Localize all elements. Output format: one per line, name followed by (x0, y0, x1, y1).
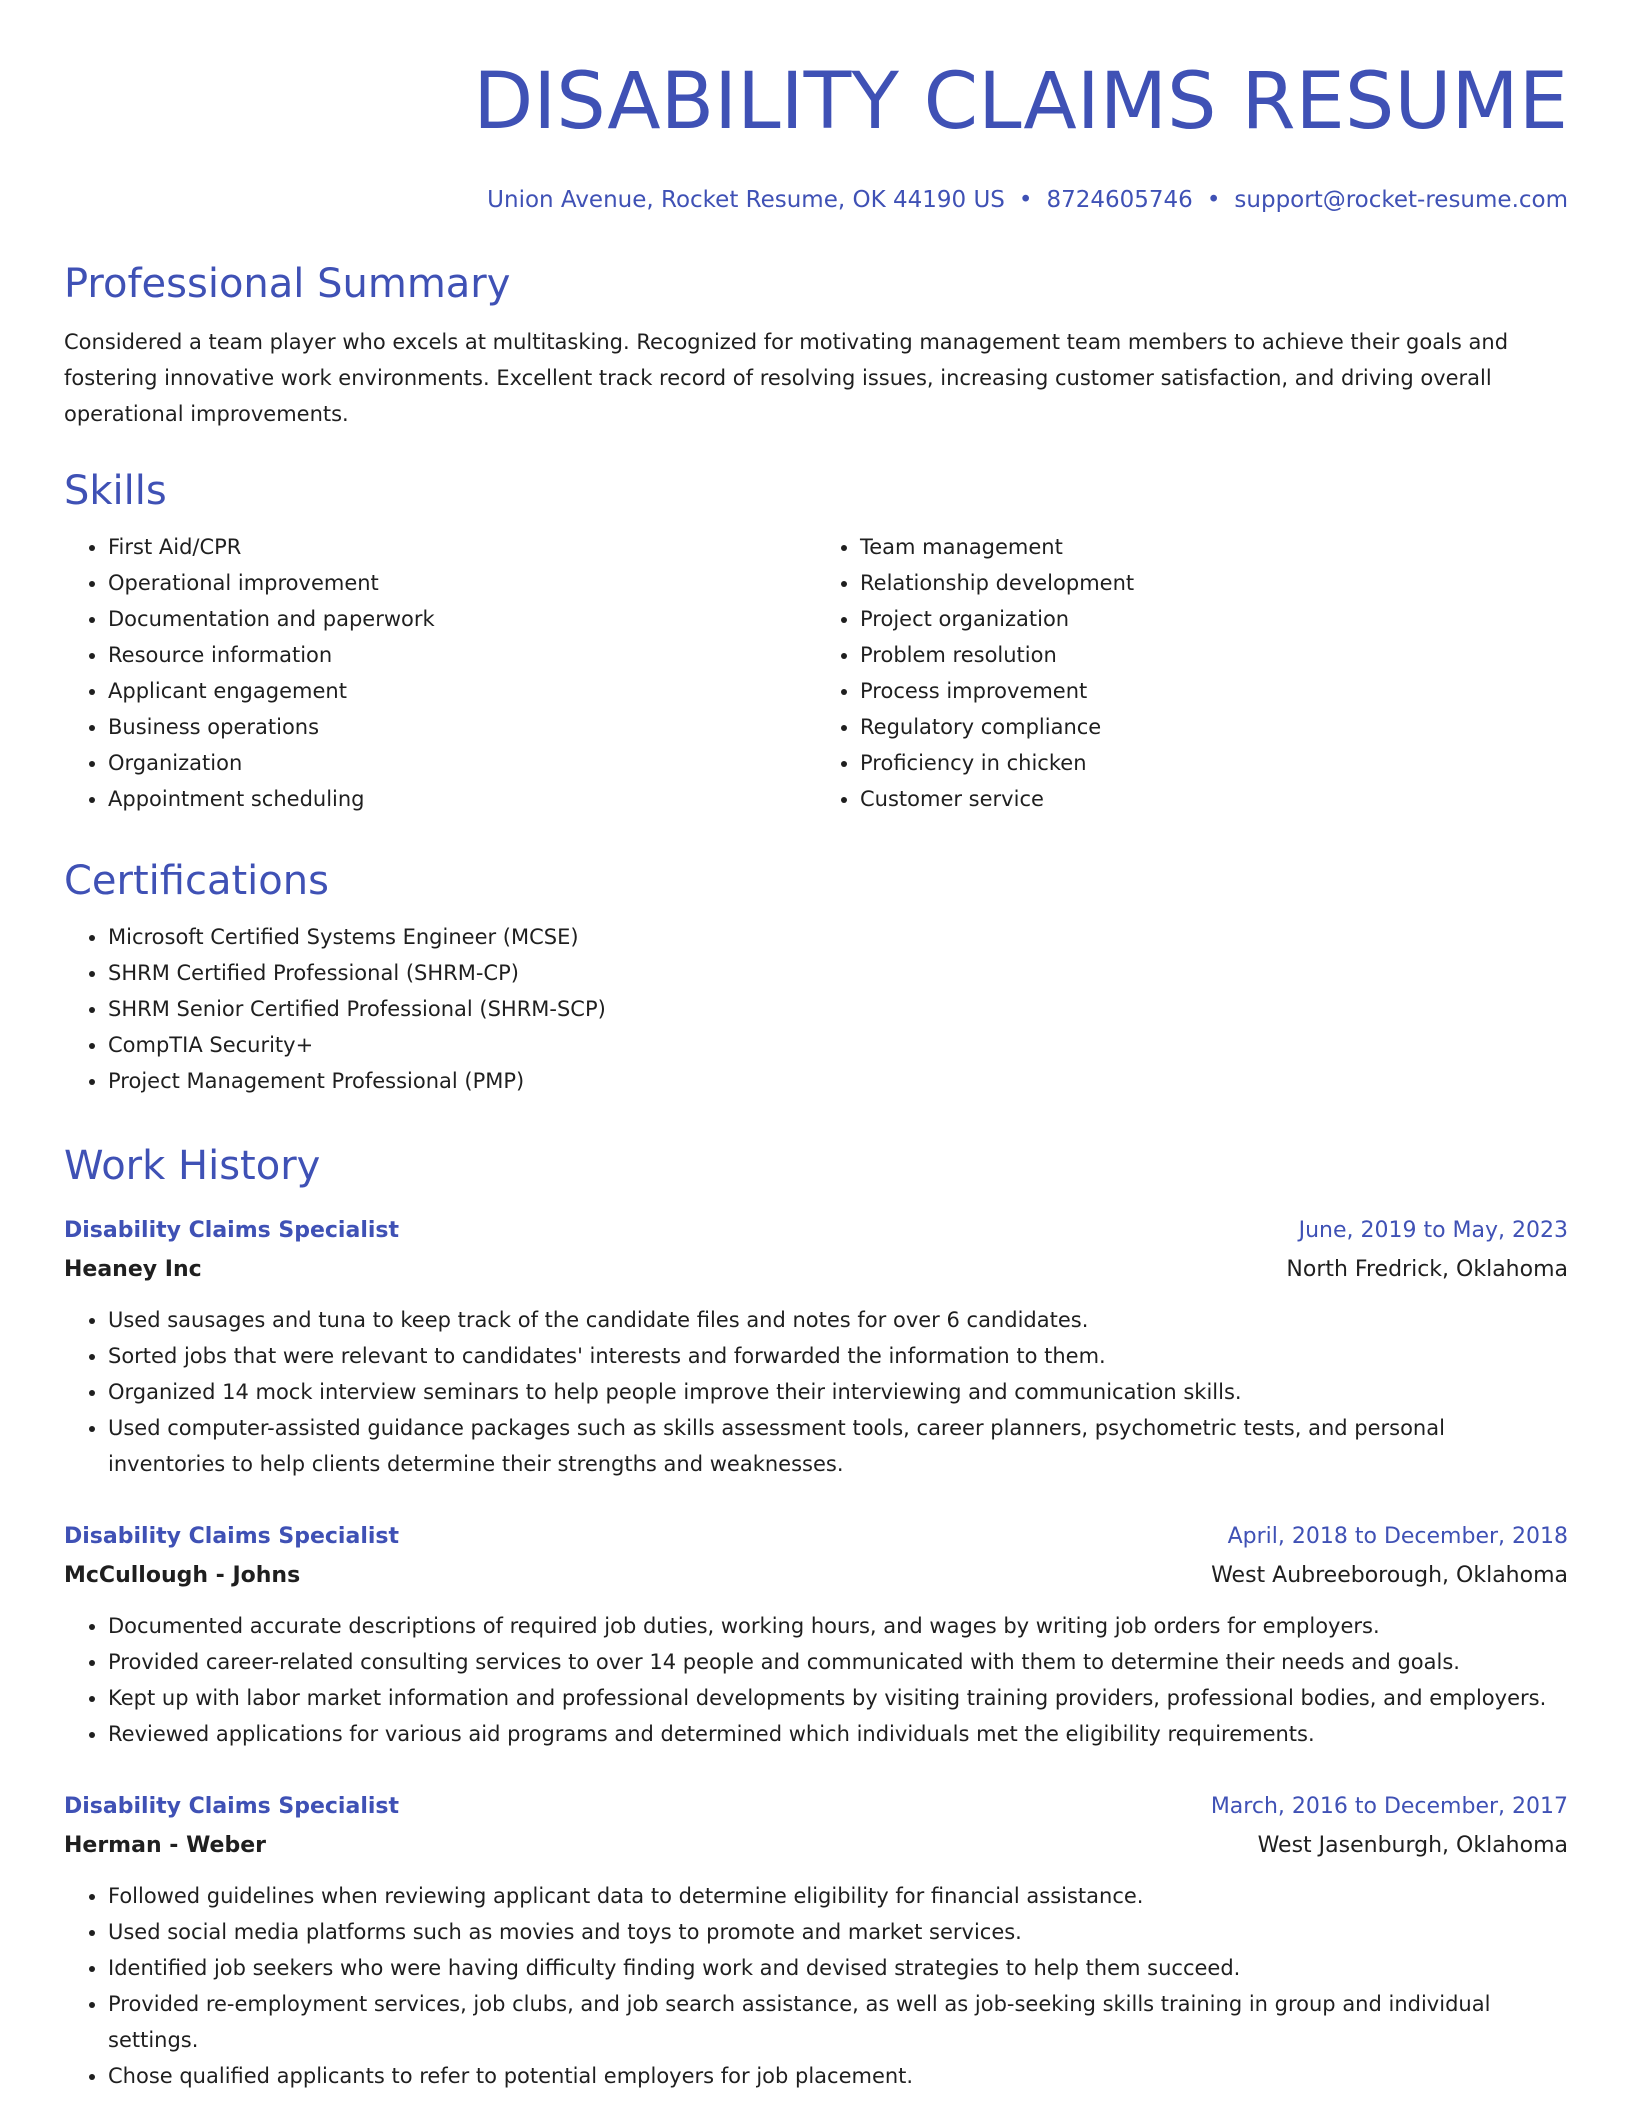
skills-list-left (64, 529, 816, 817)
skill-item: • Organization (108, 745, 816, 781)
skill-item: • Appointment scheduling (108, 781, 816, 817)
job-dates: March, 2016 to December, 2017 (1210, 1794, 1568, 1819)
resume-title: DISABILITY CLAIMS RESUME (473, 57, 1568, 147)
job-bullet: • Reviewed applications for various aid programs and determined which individuals met the eligibility requirements. (108, 1716, 1568, 1752)
skill-item: • Documentation and paperwork (108, 601, 816, 637)
job-company-row (64, 1250, 1568, 1290)
job-dates: April, 2018 to December, 2018 (1227, 1524, 1568, 1549)
summary-heading: Professional Summary (64, 261, 511, 307)
skill-item: • Business operations (108, 709, 816, 745)
contact-line (64, 182, 1568, 218)
job-bullet: • Kept up with labor market information and professional developments by visiting training providers, professional bodies, and employers. (108, 1680, 1568, 1716)
certification-item: • SHRM Certified Professional (SHRM-CP) (108, 955, 1568, 991)
separator-dot: • (1206, 187, 1221, 213)
resume-page (64, 0, 1568, 2088)
skill-item: • Applicant engagement (108, 673, 816, 709)
summary-section (64, 258, 1568, 432)
job-bullet: • Sorted jobs that were relevant to candidates' interests and forwarded the information to them. (108, 1338, 1568, 1374)
skill-item: • First Aid/CPR (108, 529, 816, 565)
job-title: Disability Claims Specialist (64, 1794, 400, 1819)
address: Union Avenue, Rocket Resume, OK 44190 US (487, 187, 1005, 213)
job-location: West Aubreeborough, Oklahoma (1211, 1563, 1568, 1588)
job-bullet: • Provided re-employment services, job clubs, and job search assistance, as well as job-seeking skills training in group and individual settings. (108, 1986, 1568, 2058)
skill-item: • Resource information (108, 637, 816, 673)
skill-item: • Process improvement (860, 673, 1568, 709)
job-location: North Fredrick, Oklahoma (1286, 1257, 1568, 1282)
job-bullet: • Documented accurate descriptions of required job duties, working hours, and wages by writing job orders for employers. (108, 1608, 1568, 1644)
skills-section (64, 465, 1568, 817)
certifications-heading: Certifications (64, 858, 329, 904)
certification-item: • SHRM Senior Certified Professional (SHRM-SCP) (108, 991, 1568, 1027)
certification-item: • CompTIA Security+ (108, 1027, 1568, 1063)
certifications-list (64, 919, 1568, 1099)
job-bullet: • Provided career-related consulting services to over 14 people and communicated with them to determine their needs and goals. (108, 1644, 1568, 1680)
job-location: West Jasenburgh, Oklahoma (1257, 1833, 1568, 1858)
job-title-row (64, 1212, 1568, 1250)
job-bullets (64, 1302, 1568, 1482)
summary-text: Considered a team player who excels at multitasking. Recognized for motivating management team members to achieve their goals and fostering innovative work environments. Excellent track record of resolving issues, increasing customer satisfaction, and driving overall operational improvements. (64, 330, 1509, 426)
job-bullet: • Chose qualified applicants to refer to potential employers for job placement. (108, 2058, 1568, 2094)
job-bullets (64, 1608, 1568, 1752)
job-entry (64, 1788, 1568, 2094)
job-bullet: • Identified job seekers who were having difficulty finding work and devised strategies to help them succeed. (108, 1950, 1568, 1986)
work-history-section (64, 1140, 1568, 1192)
skills-list-right (816, 529, 1568, 817)
job-entry (64, 1212, 1568, 1482)
job-title-row (64, 1518, 1568, 1556)
company-name: McCullough - Johns (64, 1563, 301, 1588)
certification-item: • Microsoft Certified Systems Engineer (MCSE) (108, 919, 1568, 955)
job-bullet: • Used sausages and tuna to keep track of the candidate files and notes for over 6 candidates. (108, 1302, 1568, 1338)
skill-item: • Project organization (860, 601, 1568, 637)
skill-item: • Team management (860, 529, 1568, 565)
email-link[interactable]: support@rocket-resume.com (1234, 187, 1568, 213)
job-dates: June, 2019 to May, 2023 (1298, 1218, 1568, 1243)
skills-heading: Skills (64, 468, 167, 514)
skill-item: • Customer service (860, 781, 1568, 817)
work-history-heading: Work History (64, 1143, 321, 1189)
job-bullet: • Followed guidelines when reviewing applicant data to determine eligibility for financial assistance. (108, 1878, 1568, 1914)
skill-item: • Relationship development (860, 565, 1568, 601)
certification-item: • Project Management Professional (PMP) (108, 1063, 1568, 1099)
job-bullets (64, 1878, 1568, 2094)
skills-columns (64, 529, 1568, 817)
job-title-row (64, 1788, 1568, 1826)
job-company-row (64, 1826, 1568, 1866)
skill-item: • Problem resolution (860, 637, 1568, 673)
job-title: Disability Claims Specialist (64, 1524, 400, 1549)
separator-dot: • (1018, 187, 1033, 213)
company-name: Heaney Inc (64, 1257, 202, 1282)
skill-item: • Regulatory compliance (860, 709, 1568, 745)
skill-item: • Proficiency in chicken (860, 745, 1568, 781)
job-title: Disability Claims Specialist (64, 1218, 400, 1243)
job-entry (64, 1518, 1568, 1752)
job-company-row (64, 1556, 1568, 1596)
job-bullet: • Used social media platforms such as movies and toys to promote and market services. (108, 1914, 1568, 1950)
phone: 8724605746 (1046, 187, 1193, 213)
company-name: Herman - Weber (64, 1833, 266, 1858)
skill-item: • Operational improvement (108, 565, 816, 601)
certifications-section (64, 855, 1568, 1099)
job-bullet: • Organized 14 mock interview seminars to help people improve their interviewing and communication skills. (108, 1374, 1568, 1410)
job-bullet: • Used computer-assisted guidance packages such as skills assessment tools, career planners, psychometric tests, and personal inventories to help clients determine their strengths and weaknesses. (108, 1410, 1568, 1482)
